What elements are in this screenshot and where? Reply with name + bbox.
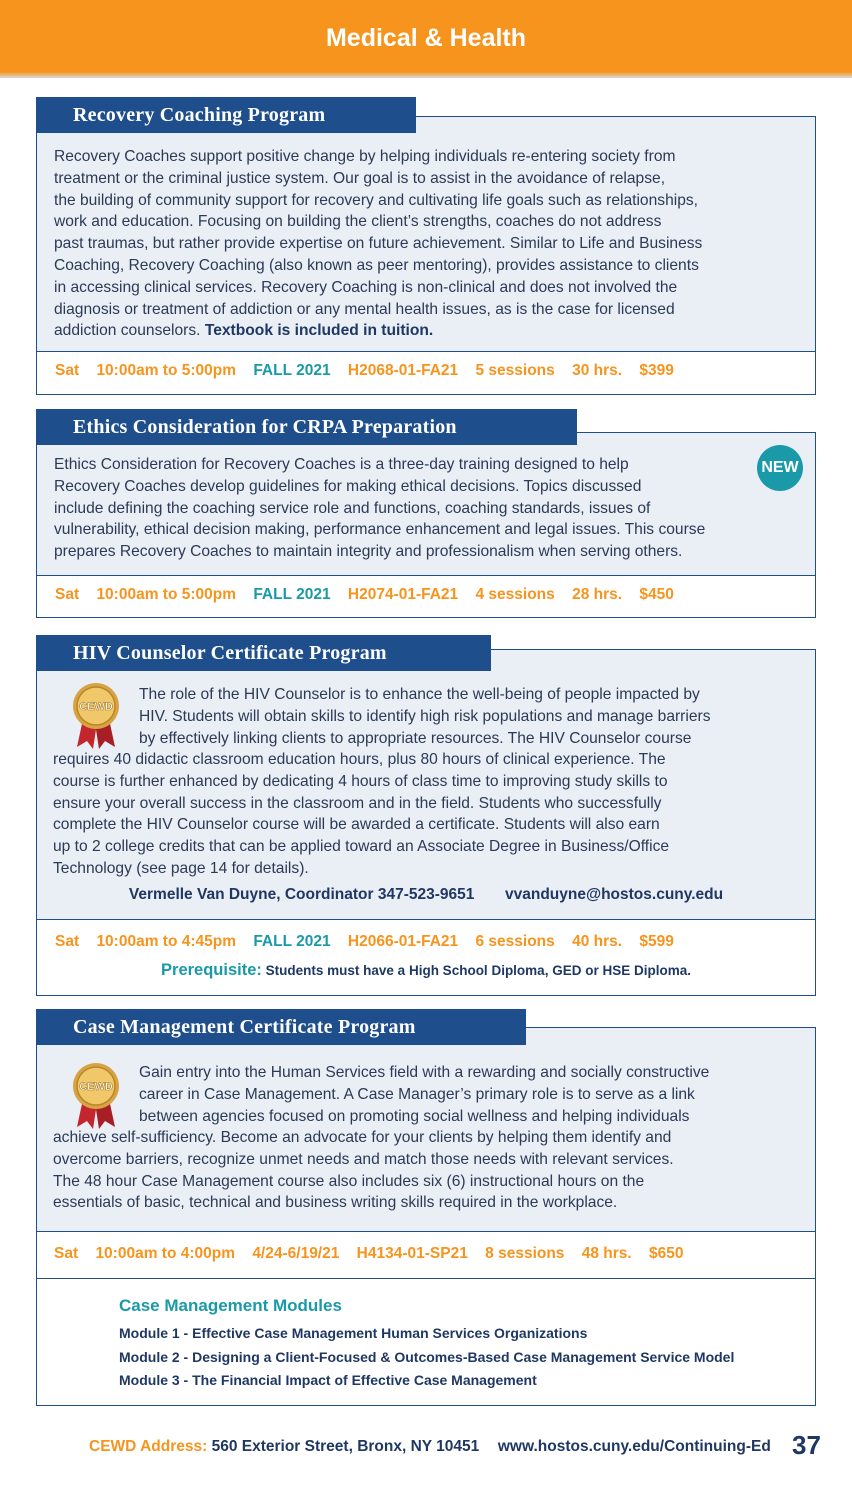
course-intro — [139, 1062, 809, 1127]
coordinator-contact: Vermelle Van Duyne, Coordinator 347-523-9651 — [128, 886, 475, 903]
schedule-day: Sat — [55, 933, 80, 950]
schedule-day: Sat — [54, 1245, 79, 1262]
schedule-row — [55, 933, 687, 951]
course-description-panel — [37, 650, 815, 920]
sessions-count: 5 sessions — [475, 362, 555, 379]
sessions-count: 8 sessions — [485, 1245, 565, 1262]
hours-count: 40 hrs. — [572, 933, 623, 950]
coordinator-line — [37, 886, 815, 904]
course-description-panel — [37, 433, 815, 576]
address-label: CEWD Address: — [89, 1438, 208, 1455]
header-shadow — [0, 72, 852, 78]
description-line: up to 2 college credits that can be applied toward an Associate Degree in Business/Office — [53, 838, 670, 856]
schedule-time: 10:00am to 5:00pm — [96, 362, 236, 379]
price: $650 — [649, 1245, 684, 1262]
course-description — [54, 146, 804, 342]
description-line: career in Case Management. A Case Manager’s primary role is to serve as a link — [139, 1085, 695, 1103]
sessions-count: 4 sessions — [475, 586, 555, 603]
section-title-tab: Recovery Coaching Program — [36, 97, 416, 133]
textbook-note: Textbook is included in tuition. — [204, 322, 434, 340]
description-line: by effectively linking clients to appropriate resources. The HIV Counselor course — [139, 729, 692, 747]
description-line: essentials of basic, technical and business writing skills required in the workplace. — [53, 1194, 618, 1212]
schedule-row — [55, 362, 687, 380]
description-line: HIV. Students will obtain skills to identify high risk populations and manage barriers — [139, 707, 711, 725]
description-line: the building of community support for recovery and cultivating life goals such as relationships, — [54, 191, 699, 209]
course-description — [53, 749, 803, 880]
cewd-seal-icon — [71, 1061, 121, 1131]
ethics-section — [36, 409, 816, 619]
header-bar — [0, 0, 852, 78]
schedule-row — [55, 586, 687, 604]
price: $599 — [639, 933, 674, 950]
website-link[interactable]: www.hostos.cuny.edu/Continuing-Ed — [497, 1438, 771, 1455]
sessions-count: 6 sessions — [475, 933, 555, 950]
modules-list — [119, 1296, 734, 1393]
cewd-seal-icon — [71, 681, 121, 751]
price: $399 — [639, 362, 674, 379]
description-line: Coaching, Recovery Coaching (also known as peer mentoring), provides assistance to clients — [54, 256, 699, 274]
description-line: course is further enhanced by dedicating 4 hours of class time to improving study skills to — [53, 772, 668, 790]
schedule-time: 10:00am to 5:00pm — [96, 586, 236, 603]
section-title-tab: HIV Counselor Certificate Program — [36, 635, 491, 671]
description-line: achieve self-sufficiency. Become an advocate for your clients by helping them identify and — [53, 1129, 672, 1146]
course-box — [36, 116, 816, 395]
description-line — [54, 320, 804, 342]
case-management-section — [36, 1009, 816, 1407]
course-box — [36, 1027, 816, 1406]
svg-text:CEWD: CEWD — [79, 701, 113, 713]
section-title-tab: Ethics Consideration for CRPA Preparation — [36, 409, 577, 445]
description-line: The role of the HIV Counselor is to enhance the well-being of people impacted by — [139, 686, 700, 703]
schedule-term: FALL 2021 — [253, 586, 331, 603]
description-line: diagnosis or treatment of addiction or any mental health issues, as is the case for licensed — [54, 300, 675, 318]
prerequisite-text: Students must have a High School Diploma, GED or HSE Diploma. — [265, 963, 691, 978]
hours-count: 28 hrs. — [572, 586, 623, 603]
hiv-counselor-section — [36, 635, 816, 997]
module-item: Module 1 - Effective Case Management Human Services Organizations — [119, 1325, 588, 1341]
description-line: between agencies focused on promoting social wellness and helping individuals — [139, 1107, 690, 1125]
course-box — [36, 649, 816, 996]
schedule-term: FALL 2021 — [253, 362, 331, 379]
page-number: 37 — [792, 1430, 821, 1460]
course-description-panel — [37, 1028, 815, 1232]
description-text: addiction counselors. — [54, 322, 201, 340]
schedule-term: 4/24-6/19/21 — [252, 1245, 340, 1262]
schedule-day: Sat — [55, 586, 80, 603]
coordinator-email[interactable]: vvanduyne@hostos.cuny.edu — [505, 886, 724, 903]
hours-count: 48 hrs. — [581, 1245, 632, 1262]
footer-address — [89, 1438, 771, 1456]
schedule-time: 10:00am to 4:45pm — [96, 933, 236, 950]
description-line: Technology (see page 14 for details). — [53, 859, 309, 877]
page-category-title: Medical & Health — [325, 24, 527, 52]
new-badge: NEW — [757, 445, 803, 491]
description-line: past traumas, but rather provide expertise on future achievement. Similar to Life and Business — [54, 235, 703, 253]
description-line: Recovery Coaches support positive change by helping individuals re-entering society from — [54, 148, 676, 165]
course-code: H2074-01-FA21 — [347, 586, 459, 603]
course-box — [36, 432, 816, 618]
description-line: in accessing clinical services. Recovery Coaching is non-clinical and does not involved the — [54, 278, 678, 296]
svg-text:CEWD: CEWD — [79, 1081, 113, 1093]
schedule-term: FALL 2021 — [253, 933, 331, 950]
description-line: The 48 hour Case Management course also includes six (6) instructional hours on the — [53, 1172, 645, 1190]
prerequisite-label: Prerequisite: — [161, 961, 262, 979]
description-line: Recovery Coaches develop guidelines for making ethical decisions. Topics discussed — [54, 477, 642, 495]
modules-title: Case Management Modules — [119, 1296, 342, 1315]
divider — [37, 1278, 815, 1279]
description-line: work and education. Focusing on building the client’s strengths, coaches do not address — [54, 213, 662, 231]
prerequisite-line — [37, 961, 815, 980]
description-line: overcome barriers, recognize unmet needs and match those needs with relevant services. — [53, 1150, 674, 1168]
description-line: vulnerability, ethical decision making, performance enhancement and legal issues. This course — [54, 521, 706, 539]
schedule-day: Sat — [55, 362, 80, 379]
section-title-tab: Case Management Certificate Program — [36, 1009, 526, 1045]
schedule-row — [54, 1245, 697, 1263]
description-line: prepares Recovery Coaches to maintain integrity and professionalism when serving others. — [54, 543, 683, 561]
address-text: 560 Exterior Street, Bronx, NY 10451 — [211, 1438, 480, 1455]
hours-count: 30 hrs. — [572, 362, 623, 379]
course-code: H2068-01-FA21 — [347, 362, 459, 379]
course-description — [54, 454, 804, 563]
description-line: ensure your overall success in the classroom and in the field. Students who successfully — [53, 794, 662, 812]
course-description — [53, 1127, 803, 1214]
module-item: Module 2 - Designing a Client-Focused & Outcomes-Based Case Management Service Model — [119, 1348, 735, 1365]
schedule-time: 10:00am to 4:00pm — [95, 1245, 235, 1262]
recovery-coaching-section — [36, 97, 816, 395]
price: $450 — [639, 586, 674, 603]
course-code: H4134-01-SP21 — [356, 1245, 468, 1262]
description-line: requires 40 didactic classroom education hours, plus 80 hours of clinical experience. The — [53, 751, 666, 768]
course-intro — [139, 684, 809, 749]
description-line: treatment or the criminal justice system. Our goal is to assist in the avoidance of relapse, — [54, 169, 666, 187]
description-line: Ethics Consideration for Recovery Coaches is a three-day training designed to help — [54, 456, 629, 473]
module-item: Module 3 - The Financial Impact of Effective Case Management — [119, 1372, 537, 1388]
course-description-panel — [37, 117, 815, 352]
course-code: H2066-01-FA21 — [347, 933, 459, 950]
description-line: Gain entry into the Human Services field with a rewarding and socially constructive — [139, 1064, 710, 1081]
description-line: complete the HIV Counselor course will be awarded a certificate. Students will also earn — [53, 816, 660, 834]
description-line: include defining the coaching service role and functions, coaching standards, issues of — [54, 499, 651, 517]
